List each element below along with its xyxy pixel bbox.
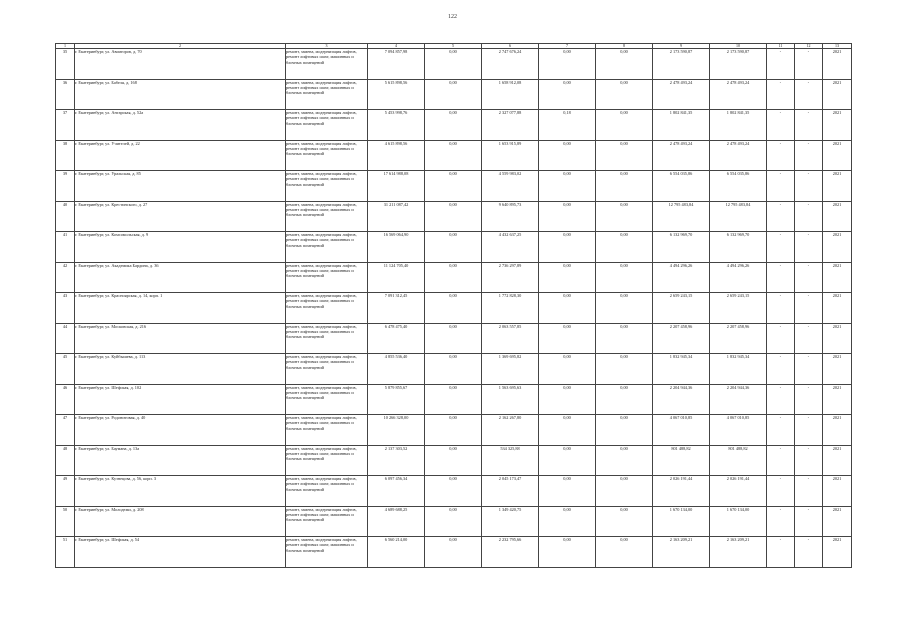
work-type-cell: ремонт, замена, модернизация лифтов, ремонт лифтовых шахт, машинных и блочных помещений [286, 262, 368, 293]
fund-col7-cell: 0,00 [539, 49, 596, 80]
fund-col9-cell: 2 478 493,24 [653, 79, 710, 110]
col12-cell: - [795, 415, 823, 446]
fund-col6-cell: 2 736 297,89 [482, 262, 539, 293]
fund-col7-cell: 0,00 [539, 415, 596, 446]
address-cell: г. Екатеринбург, ул. Родонитовая, д. 40 [75, 415, 286, 446]
fund-col9-cell: 2 173 590,87 [653, 49, 710, 80]
fund-col10-cell: 6 554 035,86 [710, 171, 767, 202]
col12-cell: - [795, 262, 823, 293]
fund-col8-cell: 0,00 [596, 49, 653, 80]
fund-col9-cell: 2 478 493,24 [653, 140, 710, 171]
fund-col5-cell: 0,00 [425, 232, 482, 263]
col11-cell: - [767, 232, 795, 263]
column-number-2: 2 [75, 44, 286, 49]
col11-cell: - [767, 506, 795, 537]
address-cell: г. Екатеринбург, ул. Крестинского, д. 27 [75, 201, 286, 232]
work-type-cell: ремонт, замена, модернизация лифтов, ремонт лифтовых шахт, машинных и блочных помещений [286, 79, 368, 110]
year-cell: 2021 [823, 323, 852, 354]
fund-col6-cell: 1 369 695,82 [482, 354, 539, 385]
fund-col9-cell: 1 670 134,00 [653, 506, 710, 537]
fund-col9-cell: 6 554 035,86 [653, 171, 710, 202]
address-cell: г. Екатеринбург, ул. Учителей, д. 22 [75, 140, 286, 171]
fund-col9-cell: 12 795 483,84 [653, 201, 710, 232]
fund-col10-cell: 2 204 944,36 [710, 384, 767, 415]
col11-cell: - [767, 171, 795, 202]
year-cell: 2021 [823, 262, 852, 293]
fund-col5-cell: 0,00 [425, 201, 482, 232]
year-cell: 2021 [823, 537, 852, 568]
col11-cell: - [767, 110, 795, 141]
fund-col10-cell: 2 207 458,96 [710, 323, 767, 354]
fund-col5-cell: 0,00 [425, 49, 482, 80]
fund-col6-cell: 2 045 173,47 [482, 476, 539, 507]
total-cost-cell: 5 879 855,67 [368, 384, 425, 415]
total-cost-cell: 17 614 988,08 [368, 171, 425, 202]
table-row [56, 476, 852, 507]
work-type-cell: ремонт, замена, модернизация лифтов, ремонт лифтовых шахт, машинных и блочных помещений [286, 110, 368, 141]
column-number-10: 10 [710, 44, 767, 49]
col12-cell: - [795, 171, 823, 202]
col12-cell: - [795, 384, 823, 415]
total-cost-cell: 10 266 328,00 [368, 415, 425, 446]
fund-col6-cell: 2 747 676,24 [482, 49, 539, 80]
year-cell: 2021 [823, 140, 852, 171]
column-number-13: 13 [823, 44, 852, 49]
total-cost-cell: 5 453 998,76 [368, 110, 425, 141]
year-cell: 2021 [823, 415, 852, 446]
total-cost-cell: 6 478 475,40 [368, 323, 425, 354]
col12-cell: - [795, 476, 823, 507]
table-row [56, 323, 852, 354]
fund-col6-cell: 1 563 695,63 [482, 384, 539, 415]
year-cell: 2021 [823, 232, 852, 263]
fund-col9-cell: 2 026 191,44 [653, 476, 710, 507]
fund-col9-cell: 4 494 296,26 [653, 262, 710, 293]
row-number: 49 [56, 476, 75, 507]
address-cell: г. Екатеринбург, ул. Молодежи, д. 208 [75, 506, 286, 537]
fund-col7-cell: 0,00 [539, 79, 596, 110]
fund-col8-cell: 0,00 [596, 445, 653, 476]
fund-col9-cell: 2 207 458,96 [653, 323, 710, 354]
table-row [56, 49, 852, 80]
fund-col8-cell: 0,00 [596, 384, 653, 415]
column-number-5: 5 [425, 44, 482, 49]
fund-col5-cell: 0,00 [425, 415, 482, 446]
fund-col8-cell: 0,00 [596, 354, 653, 385]
fund-col10-cell: 2 478 493,24 [710, 140, 767, 171]
fund-col8-cell: 0,00 [596, 110, 653, 141]
address-cell: г. Екатеринбург, ул. Уральская, д. 85 [75, 171, 286, 202]
total-cost-cell: 4 689 688,25 [368, 506, 425, 537]
row-number: 47 [56, 415, 75, 446]
col12-cell: - [795, 445, 823, 476]
fund-col6-cell: 1 349 420,75 [482, 506, 539, 537]
fund-col8-cell: 0,00 [596, 415, 653, 446]
work-type-cell: ремонт, замена, модернизация лифтов, ремонт лифтовых шахт, машинных и блочных помещений [286, 232, 368, 263]
fund-col7-cell: 0,00 [539, 445, 596, 476]
col12-cell: - [795, 293, 823, 324]
work-type-cell: ремонт, замена, модернизация лифтов, ремонт лифтовых шахт, машинных и блочных помещений [286, 293, 368, 324]
fund-col10-cell: 2 659 243,15 [710, 293, 767, 324]
column-number-4: 4 [368, 44, 425, 49]
fund-col8-cell: 0,00 [596, 140, 653, 171]
col12-cell: - [795, 323, 823, 354]
fund-col7-cell: 0,00 [539, 293, 596, 324]
col11-cell: - [767, 262, 795, 293]
fund-col8-cell: 0,00 [596, 262, 653, 293]
fund-col10-cell: 2 478 493,24 [710, 79, 767, 110]
row-number: 38 [56, 140, 75, 171]
col12-cell: - [795, 79, 823, 110]
work-type-cell: ремонт, замена, модернизация лифтов, ремонт лифтовых шахт, машинных и блочных помещений [286, 201, 368, 232]
capital-repair-table [55, 43, 852, 568]
fund-col5-cell: 0,00 [425, 110, 482, 141]
col11-cell: - [767, 323, 795, 354]
row-number: 35 [56, 49, 75, 80]
fund-col7-cell: 0,00 [539, 506, 596, 537]
col11-cell: - [767, 79, 795, 110]
row-number: 37 [56, 110, 75, 141]
row-number: 39 [56, 171, 75, 202]
col11-cell: - [767, 49, 795, 80]
row-number: 44 [56, 323, 75, 354]
fund-col6-cell: 534 325,88 [482, 445, 539, 476]
table-row [56, 445, 852, 476]
fund-col10-cell: 1 832 945,34 [710, 354, 767, 385]
work-type-cell: ремонт, замена, модернизация лифтов, ремонт лифтовых шахт, машинных и блочных помещений [286, 476, 368, 507]
col11-cell: - [767, 293, 795, 324]
fund-col5-cell: 0,00 [425, 506, 482, 537]
fund-col6-cell: 2 232 795,66 [482, 537, 539, 568]
address-cell: г. Екатеринбург, ул. Авиаторов, д. 70 [75, 49, 286, 80]
col12-cell: - [795, 506, 823, 537]
fund-col7-cell: 0,00 [539, 537, 596, 568]
fund-col9-cell: 1 802 841,35 [653, 110, 710, 141]
fund-col6-cell: 1 658 912,08 [482, 79, 539, 110]
column-number-1: 1 [56, 44, 75, 49]
col11-cell: - [767, 384, 795, 415]
work-type-cell: ремонт, замена, модернизация лифтов, ремонт лифтовых шахт, машинных и блочных помещений [286, 49, 368, 80]
fund-col9-cell: 4 067 010,85 [653, 415, 710, 446]
fund-col5-cell: 0,00 [425, 171, 482, 202]
table-row [56, 415, 852, 446]
work-type-cell: ремонт, замена, модернизация лифтов, ремонт лифтовых шахт, машинных и блочных помещений [286, 323, 368, 354]
column-number-7: 7 [539, 44, 596, 49]
work-type-cell: ремонт, замена, модернизация лифтов, ремонт лифтовых шахт, машинных и блочных помещений [286, 506, 368, 537]
address-cell: г. Екатеринбург, ул. Красноярская, д. 14, корп. 1 [75, 293, 286, 324]
fund-col5-cell: 0,00 [425, 140, 482, 171]
row-number: 43 [56, 293, 75, 324]
col12-cell: - [795, 201, 823, 232]
fund-col5-cell: 0,00 [425, 293, 482, 324]
address-cell: г. Екатеринбург, ул. Комсомольская, д. 9 [75, 232, 286, 263]
address-cell: г. Екатеринбург, ул. Куйбышева, д. 113 [75, 354, 286, 385]
fund-col10-cell: 4 067 010,85 [710, 415, 767, 446]
fund-col10-cell: 2 163 209,21 [710, 537, 767, 568]
work-type-cell: ремонт, замена, модернизация лифтов, ремонт лифтовых шахт, машинных и блочных помещений [286, 537, 368, 568]
table-row [56, 171, 852, 202]
fund-col9-cell: 2 659 243,15 [653, 293, 710, 324]
col12-cell: - [795, 232, 823, 263]
total-cost-cell: 2 137 303,52 [368, 445, 425, 476]
col12-cell: - [795, 140, 823, 171]
table-row [56, 384, 852, 415]
col11-cell: - [767, 201, 795, 232]
column-number-6: 6 [482, 44, 539, 49]
fund-col6-cell: 1 772 828,30 [482, 293, 539, 324]
fund-col7-cell: 0,00 [539, 232, 596, 263]
address-cell: г. Екатеринбург, ул. Московская, д. 216 [75, 323, 286, 354]
fund-col7-cell: 0,00 [539, 201, 596, 232]
column-number-9: 9 [653, 44, 710, 49]
fund-col5-cell: 0,00 [425, 323, 482, 354]
column-number-8: 8 [596, 44, 653, 49]
fund-col7-cell: 0,00 [539, 476, 596, 507]
total-cost-cell: 7 094 857,98 [368, 49, 425, 80]
fund-col6-cell: 2 063 557,85 [482, 323, 539, 354]
fund-col8-cell: 0,00 [596, 232, 653, 263]
column-number-3: 3 [286, 44, 368, 49]
fund-col10-cell: 1 802 841,35 [710, 110, 767, 141]
fund-col7-cell: 0,00 [539, 323, 596, 354]
fund-col6-cell: 9 640 895,73 [482, 201, 539, 232]
year-cell: 2021 [823, 49, 852, 80]
fund-col8-cell: 0,00 [596, 506, 653, 537]
total-cost-cell: 4 615 898,56 [368, 140, 425, 171]
fund-col9-cell: 1 832 945,34 [653, 354, 710, 385]
year-cell: 2021 [823, 506, 852, 537]
table-row [56, 201, 852, 232]
fund-col8-cell: 0,00 [596, 79, 653, 110]
fund-col9-cell: 6 132 969,70 [653, 232, 710, 263]
total-cost-cell: 4 855 536,40 [368, 354, 425, 385]
row-number: 41 [56, 232, 75, 263]
table-row [56, 354, 852, 385]
col11-cell: - [767, 140, 795, 171]
total-cost-cell: 6 560 214,00 [368, 537, 425, 568]
col11-cell: - [767, 415, 795, 446]
table-row [56, 537, 852, 568]
fund-col10-cell: 801 488,82 [710, 445, 767, 476]
fund-col7-cell: 0,00 [539, 171, 596, 202]
table-row [56, 232, 852, 263]
fund-col8-cell: 0,00 [596, 537, 653, 568]
col11-cell: - [767, 476, 795, 507]
fund-col7-cell: 0,00 [539, 140, 596, 171]
table-row [56, 506, 852, 537]
year-cell: 2021 [823, 293, 852, 324]
col12-cell: - [795, 110, 823, 141]
fund-col6-cell: 1 653 915,89 [482, 140, 539, 171]
work-type-cell: ремонт, замена, модернизация лифтов, ремонт лифтовых шахт, машинных и блочных помещений [286, 171, 368, 202]
total-cost-cell: 6 097 456,34 [368, 476, 425, 507]
fund-col6-cell: 4 559 983,02 [482, 171, 539, 202]
fund-col5-cell: 0,00 [425, 79, 482, 110]
fund-col8-cell: 0,00 [596, 293, 653, 324]
fund-col10-cell: 2 026 191,44 [710, 476, 767, 507]
fund-col10-cell: 4 494 296,26 [710, 262, 767, 293]
row-number: 40 [56, 201, 75, 232]
fund-col10-cell: 12 795 483,84 [710, 201, 767, 232]
total-cost-cell: 11 124 705,40 [368, 262, 425, 293]
table-row [56, 262, 852, 293]
total-cost-cell: 5 615 898,56 [368, 79, 425, 110]
year-cell: 2021 [823, 384, 852, 415]
fund-col6-cell: 2 327 077,88 [482, 110, 539, 141]
address-cell: г. Екатеринбург, ул. Кузнецова, д. 56, корп. 3 [75, 476, 286, 507]
address-cell: г. Екатеринбург, ул. Шефская, д. 102 [75, 384, 286, 415]
col11-cell: - [767, 445, 795, 476]
col12-cell: - [795, 354, 823, 385]
year-cell: 2021 [823, 445, 852, 476]
fund-col10-cell: 1 670 134,00 [710, 506, 767, 537]
col11-cell: - [767, 537, 795, 568]
col11-cell: - [767, 354, 795, 385]
total-cost-cell: 16 569 064,90 [368, 232, 425, 263]
fund-col5-cell: 0,00 [425, 445, 482, 476]
year-cell: 2021 [823, 110, 852, 141]
col12-cell: - [795, 49, 823, 80]
col12-cell: - [795, 537, 823, 568]
fund-col7-cell: 0,00 [539, 384, 596, 415]
address-cell: г. Екатеринбург, ул. Ангарская, д. 52а [75, 110, 286, 141]
fund-col5-cell: 0,00 [425, 354, 482, 385]
work-type-cell: ремонт, замена, модернизация лифтов, ремонт лифтовых шахт, машинных и блочных помещений [286, 445, 368, 476]
fund-col5-cell: 0,00 [425, 262, 482, 293]
table-row [56, 79, 852, 110]
address-cell: г. Екатеринбург, ул. Академика Бардина, д. 36 [75, 262, 286, 293]
row-number: 36 [56, 79, 75, 110]
column-number-12: 12 [795, 44, 823, 49]
fund-col9-cell: 801 488,82 [653, 445, 710, 476]
work-type-cell: ремонт, замена, модернизация лифтов, ремонт лифтовых шахт, машинных и блочных помещений [286, 384, 368, 415]
year-cell: 2021 [823, 79, 852, 110]
fund-col6-cell: 4 432 637,25 [482, 232, 539, 263]
row-number: 45 [56, 354, 75, 385]
fund-col8-cell: 0,00 [596, 201, 653, 232]
address-cell: г. Екатеринбург, ул. Бабеля, д. 168 [75, 79, 286, 110]
fund-col7-cell: 0,18 [539, 110, 596, 141]
fund-col5-cell: 0,00 [425, 384, 482, 415]
year-cell: 2021 [823, 354, 852, 385]
address-cell: г. Екатеринбург, ул. Баумана, д. 13а [75, 445, 286, 476]
year-cell: 2021 [823, 476, 852, 507]
total-cost-cell: 31 211 087,42 [368, 201, 425, 232]
fund-col8-cell: 0,00 [596, 171, 653, 202]
year-cell: 2021 [823, 171, 852, 202]
fund-col5-cell: 0,00 [425, 537, 482, 568]
fund-col8-cell: 0,00 [596, 323, 653, 354]
work-type-cell: ремонт, замена, модернизация лифтов, ремонт лифтовых шахт, машинных и блочных помещений [286, 354, 368, 385]
table-row [56, 293, 852, 324]
row-number: 42 [56, 262, 75, 293]
address-cell: г. Екатеринбург, ул. Шефская, д. 54 [75, 537, 286, 568]
table-row [56, 140, 852, 171]
row-number: 50 [56, 506, 75, 537]
fund-col7-cell: 0,00 [539, 354, 596, 385]
row-number: 48 [56, 445, 75, 476]
table-row [56, 110, 852, 141]
column-number-11: 11 [767, 44, 795, 49]
fund-col5-cell: 0,00 [425, 476, 482, 507]
work-type-cell: ремонт, замена, модернизация лифтов, ремонт лифтовых шахт, машинных и блочных помещений [286, 415, 368, 446]
fund-col9-cell: 2 204 944,36 [653, 384, 710, 415]
fund-col7-cell: 0,00 [539, 262, 596, 293]
row-number: 46 [56, 384, 75, 415]
fund-col10-cell: 2 173 590,87 [710, 49, 767, 80]
page-number: 122 [448, 14, 457, 20]
total-cost-cell: 7 091 312,45 [368, 293, 425, 324]
year-cell: 2021 [823, 201, 852, 232]
fund-col9-cell: 2 163 209,21 [653, 537, 710, 568]
fund-col6-cell: 2 162 267,80 [482, 415, 539, 446]
row-number: 51 [56, 537, 75, 568]
fund-col8-cell: 0,00 [596, 476, 653, 507]
work-type-cell: ремонт, замена, модернизация лифтов, ремонт лифтовых шахт, машинных и блочных помещений [286, 140, 368, 171]
fund-col10-cell: 6 132 969,70 [710, 232, 767, 263]
